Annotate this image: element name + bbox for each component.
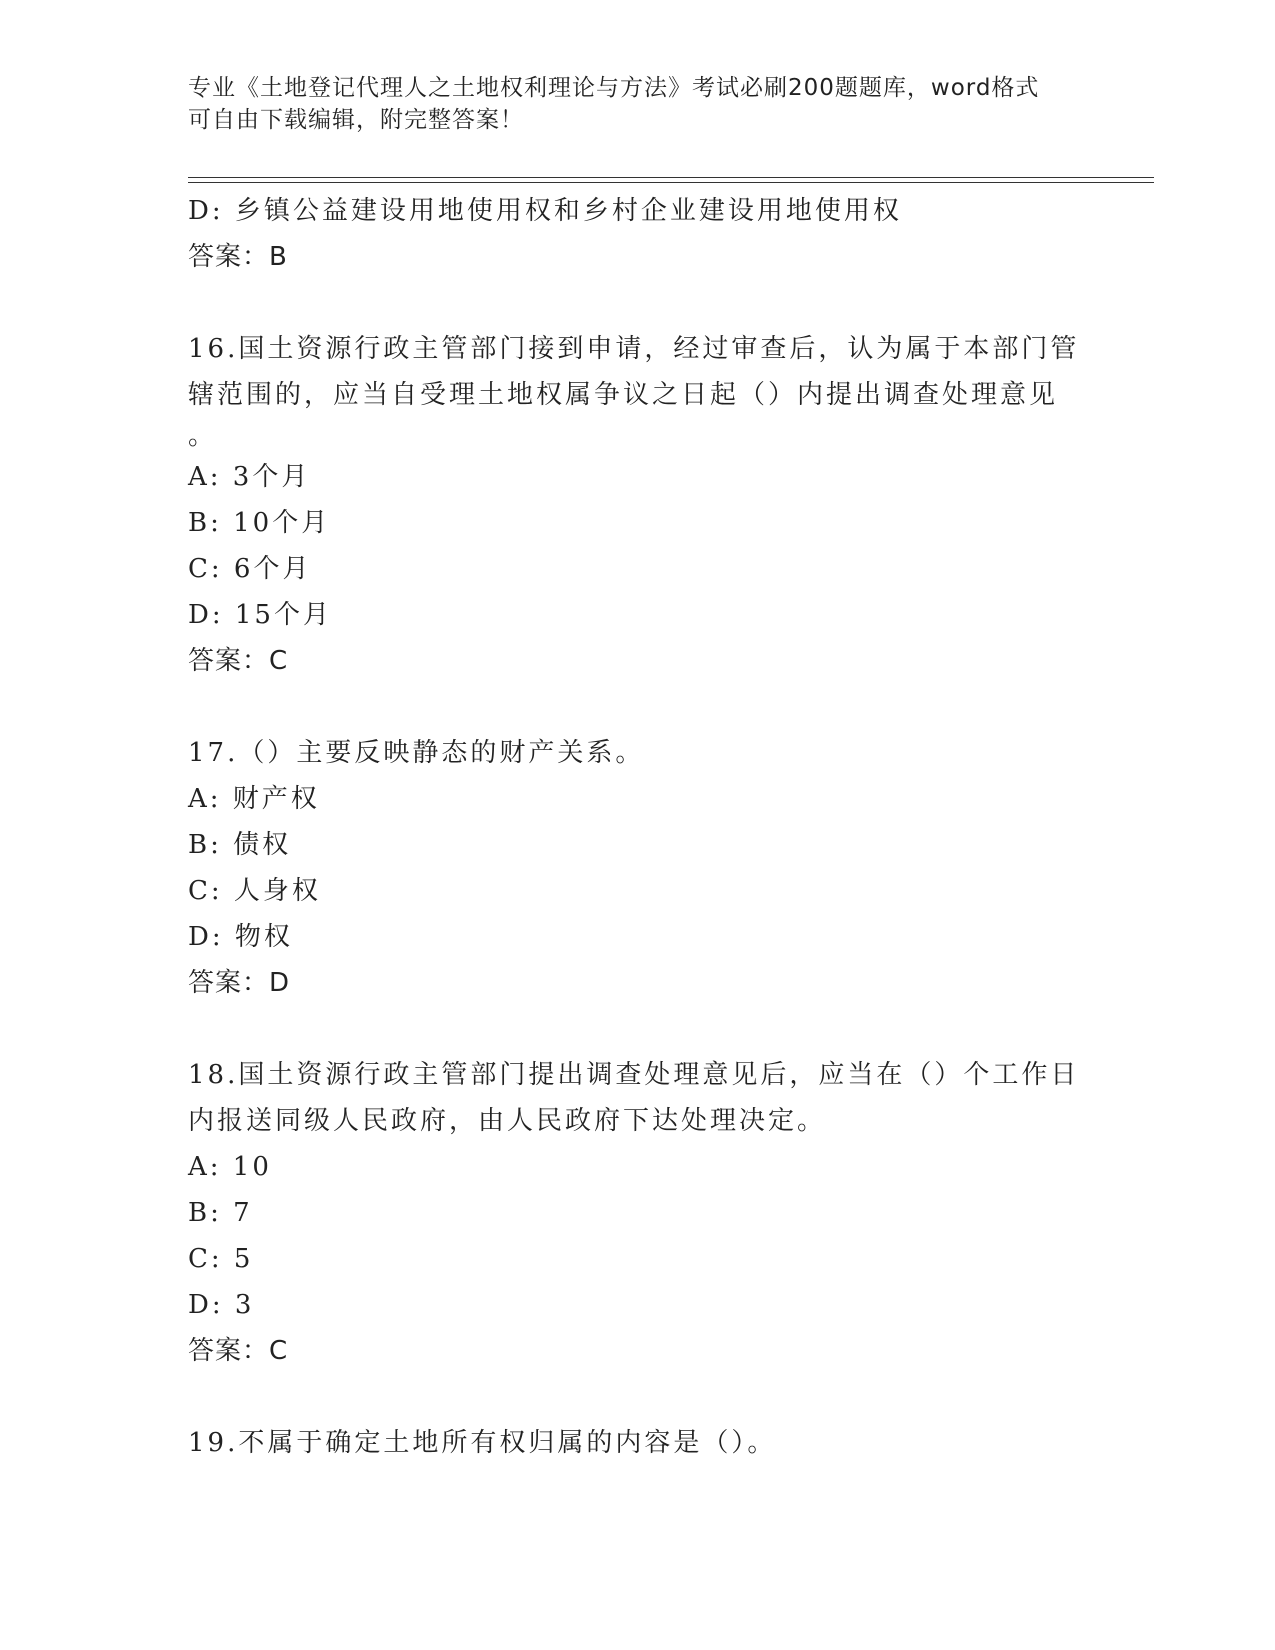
question-18-text-line-1: 18.国土资源行政主管部门提出调查处理意见后，应当在（）个工作日 [188, 1060, 1080, 1090]
header-divider-bottom [188, 182, 1154, 183]
question-18-answer: 答案：C [188, 1336, 289, 1366]
question-17 [188, 730, 1088, 1006]
question-17-option-d: D: 物权 [188, 922, 293, 952]
question-18 [188, 1052, 1088, 1374]
question-16-option-a: A: 3个月 [188, 462, 311, 492]
question-16 [188, 326, 1088, 684]
question-18-option-b: B: 7 [188, 1198, 253, 1228]
question-17-option-a: A: 财产权 [188, 784, 320, 814]
question-16-answer: 答案：C [188, 646, 289, 676]
page-header [188, 72, 1088, 136]
spacer [188, 684, 1088, 730]
question-17-option-b: B: 债权 [188, 830, 292, 860]
question-17-text-line-1: 17.（）主要反映静态的财产关系。 [188, 738, 645, 768]
spacer [188, 280, 1088, 326]
question-16-option-d: D: 15个月 [188, 600, 332, 630]
spacer [188, 1006, 1088, 1052]
question-18-option-c: C: 5 [188, 1244, 254, 1274]
question-16-option-b: B: 10个月 [188, 508, 331, 538]
question-18-option-d: D: 3 [188, 1290, 255, 1320]
prev-answer: 答案：B [188, 242, 288, 272]
question-16-text-line-3: 。 [188, 421, 215, 451]
header-divider-top [188, 177, 1154, 178]
question-18-option-a: A: 10 [188, 1152, 272, 1182]
question-16-option-c: C: 6个月 [188, 554, 312, 584]
question-17-option-c: C: 人身权 [188, 876, 321, 906]
spacer [188, 1374, 1088, 1420]
question-16-text-line-1: 16.国土资源行政主管部门接到申请，经过审查后，认为属于本部门管 [188, 334, 1080, 364]
question-content [188, 188, 1088, 1466]
question-19-text-line-1: 19.不属于确定土地所有权归属的内容是（）。 [188, 1428, 777, 1458]
question-16-text-line-2: 辖范围的，应当自受理土地权属争议之日起（）内提出调查处理意见 [188, 380, 1059, 410]
header-line-1: 专业《土地登记代理人之土地权利理论与方法》考试必刷200题题库，word格式 [188, 75, 1040, 101]
header-line-2: 可自由下载编辑，附完整答案！ [188, 107, 524, 133]
question-17-answer: 答案：D [188, 968, 291, 998]
question-18-text-line-2: 内报送同级人民政府，由人民政府下达处理决定。 [188, 1106, 827, 1136]
question-19 [188, 1420, 1088, 1466]
prev-option-d: D: 乡镇公益建设用地使用权和乡村企业建设用地使用权 [188, 196, 902, 226]
